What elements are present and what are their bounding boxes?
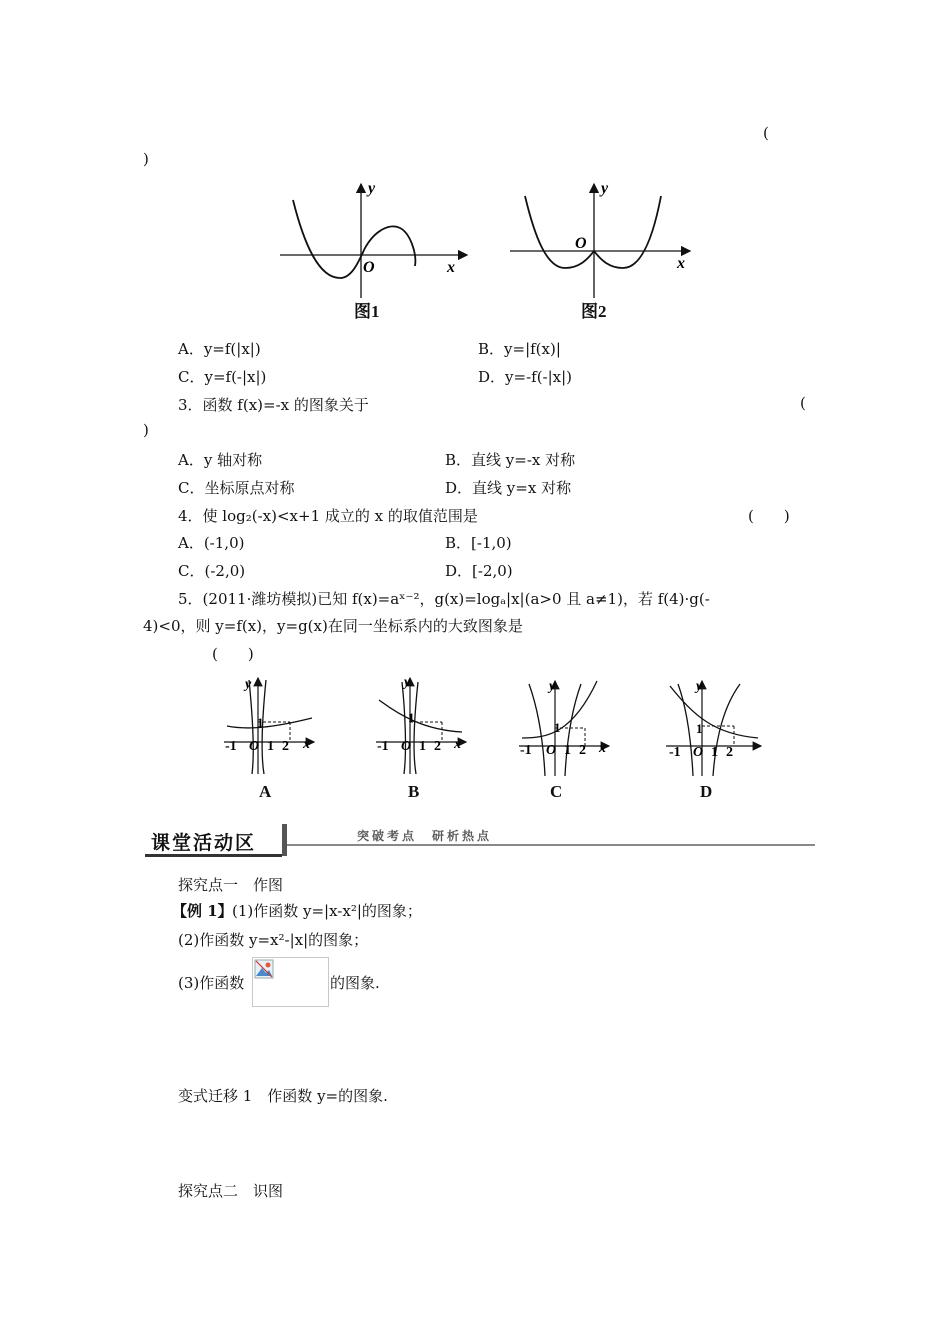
q5-caption-b: B	[408, 782, 420, 801]
q5b-one: 1	[408, 710, 415, 725]
variant-1: 变式迁移 1 作函数 y=的图象.	[178, 1087, 388, 1105]
broken-image-placeholder	[252, 957, 329, 1007]
q5d-one: 1	[696, 721, 703, 736]
q4-option-c: C．(-2,0)	[178, 562, 246, 580]
example-label: 【例 1】	[172, 902, 233, 920]
q5a-y: y	[245, 677, 252, 692]
q2-option-a: A．y=f(|x|)	[178, 340, 261, 358]
q5a-neg1: -1	[225, 739, 237, 754]
banner-title: 课堂活动区	[151, 832, 257, 854]
q5-caption-d: D	[700, 782, 713, 801]
q2-option-c: C．y=f(-|x|)	[178, 368, 267, 386]
q3-option-d: D．直线 y=x 对称	[445, 479, 572, 497]
q5c-x2: 2	[579, 743, 586, 758]
q5c-x: x	[599, 741, 606, 756]
broken-image-icon	[254, 959, 274, 979]
q5a-x: x	[303, 737, 310, 752]
q5d-x1: 1	[711, 745, 718, 760]
fig1-curve	[293, 200, 415, 278]
example-part-3-suffix: 的图象.	[330, 974, 380, 992]
q5-caption-a: A	[259, 782, 272, 801]
q4-option-b: B．[-1,0)	[445, 534, 512, 552]
q5-bracket: ( )	[212, 645, 254, 663]
fig2-origin: O	[575, 235, 587, 252]
fig2-curve	[525, 196, 661, 268]
q5b-neg1: -1	[377, 739, 389, 754]
q5-graph-a	[222, 670, 322, 775]
q5b-x1: 1	[419, 739, 426, 754]
q4-option-d: D．[-2,0)	[445, 562, 513, 580]
q5b-x2: 2	[434, 739, 441, 754]
banner-underline-left	[145, 854, 282, 857]
fig1-y-label: y	[368, 180, 376, 197]
q5d-y: y	[696, 679, 703, 694]
q3-option-a: A．y 轴对称	[178, 451, 263, 469]
fig1-x-label: x	[447, 259, 455, 276]
q5-graph-b	[374, 670, 474, 775]
q5-graph-d	[664, 676, 764, 776]
q5c-one: 1	[554, 720, 561, 735]
q5d-neg1: -1	[669, 745, 681, 760]
fig1-caption: 图1	[354, 302, 380, 321]
q5a-x1: 1	[267, 739, 274, 754]
q5c-neg1: -1	[520, 743, 532, 758]
q2-option-b: B．y=|f(x)|	[478, 340, 561, 358]
banner-subtitle: 突破考点 研析热点	[357, 829, 493, 843]
q5c-x1: 1	[564, 743, 571, 758]
example-part-3-prefix: (3)作函数	[178, 974, 245, 992]
example-part-1: (1)作函数 y=|x-x²|的图象；	[232, 902, 422, 920]
q3-stem: 3．函数 f(x)=-x 的图象关于	[178, 396, 369, 414]
q5-line-2: 4)<0，则 y=f(x)，y=g(x)在同一坐标系内的大致图象是	[143, 617, 523, 635]
q3-bracket-open: (	[800, 394, 806, 412]
q5a-x2: 2	[282, 739, 289, 754]
q5-caption-c: C	[550, 782, 563, 801]
banner-rule	[287, 844, 815, 846]
fig2-y-label: y	[601, 180, 609, 197]
banner-divider	[282, 824, 287, 856]
q5c-o: O	[546, 743, 557, 758]
q4-stem: 4．使 log₂(-x)<x+1 成立的 x 的取值范围是	[178, 507, 478, 525]
q5-line-1: 5．(2011·潍坊模拟)已知 f(x)=aˣ⁻²，g(x)=logₐ|x|(a>0 且 a≠1)，若 f(4)·g(-	[178, 590, 710, 608]
q3-bracket-close: )	[143, 421, 149, 439]
q3-option-b: B．直线 y=-x 对称	[445, 451, 576, 469]
fig1-origin: O	[363, 259, 375, 276]
q5d-x2: 2	[726, 745, 733, 760]
q5a-o: O	[249, 739, 260, 754]
q5b-o: O	[401, 739, 412, 754]
q2-option-d: D．y=-f(-|x|)	[478, 368, 573, 386]
q2-bracket-close: )	[143, 150, 149, 168]
q5c-y: y	[549, 679, 556, 694]
example-part-2: (2)作函数 y=x²-|x|的图象；	[178, 931, 369, 949]
q4-option-a: A．(-1,0)	[178, 534, 245, 552]
section2-heading: 探究点二 识图	[178, 1182, 284, 1200]
q5a-one: 1	[257, 715, 264, 730]
q3-option-c: C．坐标原点对称	[178, 479, 295, 497]
fig2-x-label: x	[677, 255, 685, 272]
fig2-caption: 图2	[581, 302, 607, 321]
q4-bracket: ( )	[748, 507, 790, 525]
q5d-o: O	[693, 745, 704, 760]
q2-bracket-open: (	[763, 124, 769, 142]
q5b-x: x	[454, 737, 461, 752]
q5b-y: y	[404, 675, 411, 690]
section1-heading: 探究点一 作图	[178, 876, 284, 894]
q5-graph-c	[517, 676, 617, 776]
section-banner	[145, 824, 815, 858]
